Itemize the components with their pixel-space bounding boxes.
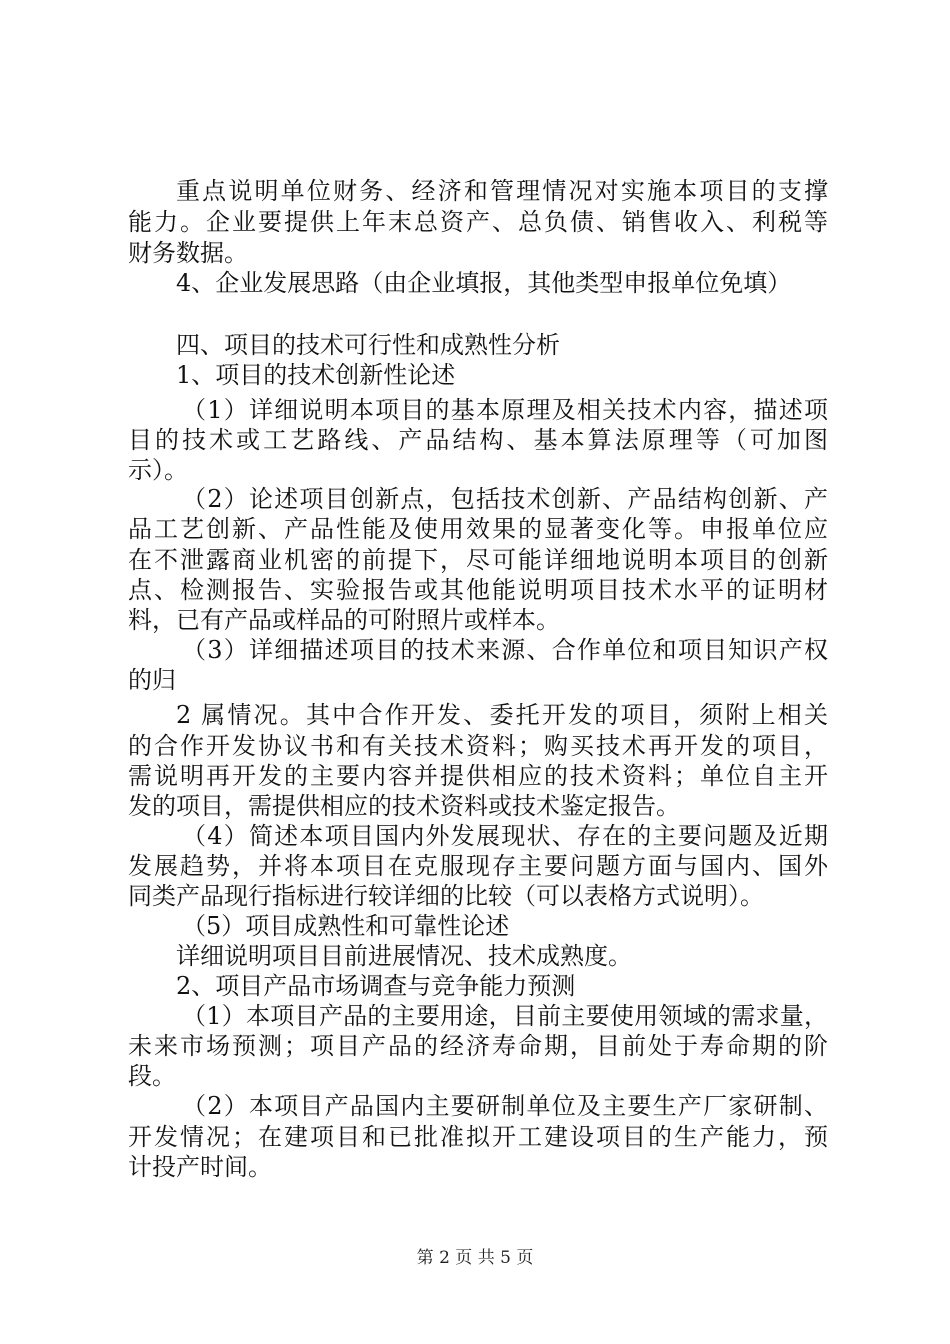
paragraph-line: 的归 xyxy=(128,666,176,694)
paragraph-line: 2 属情况。其中合作开发、委托开发的项目，须附上相关 xyxy=(176,701,828,729)
paragraph-line: 品工艺创新、产品性能及使用效果的显著变化等。申报单位应 xyxy=(128,515,828,543)
subsection-heading: 1、项目的技术创新性论述 xyxy=(176,361,456,389)
paragraph-line: 段。 xyxy=(128,1062,176,1090)
paragraph-line: 4、企业发展思路（由企业填报，其他类型申报单位免填） xyxy=(176,269,792,297)
paragraph-line: 详细说明项目目前进展情况、技术成熟度。 xyxy=(176,942,632,970)
paragraph-line: （3）详细描述项目的技术来源、合作单位和项目知识产权 xyxy=(182,636,828,664)
paragraph-line: 能力。企业要提供上年末总资产、总负债、销售收入、利税等 xyxy=(128,208,828,236)
paragraph-line: （2）论述项目创新点，包括技术创新、产品结构创新、产 xyxy=(182,485,828,513)
paragraph-line: 发展趋势，并将本项目在克服现存主要问题方面与国内、国外 xyxy=(128,852,828,880)
paragraph-line: （4）简述本项目国内外发展现状、存在的主要问题及近期 xyxy=(182,822,828,850)
paragraph-line: 计投产时间。 xyxy=(128,1153,272,1181)
page-number-footer: 第 2 页 共 5 页 xyxy=(416,1248,534,1268)
paragraph-line: 点、检测报告、实验报告或其他能说明项目技术水平的证明材 xyxy=(128,576,828,604)
paragraph-line: 料，已有产品或样品的可附照片或样本。 xyxy=(128,606,560,634)
paragraph-line: 财务数据。 xyxy=(128,239,248,267)
paragraph-line: （2）本项目产品国内主要研制单位及主要生产厂家研制、 xyxy=(182,1092,828,1120)
paragraph-line: 目的技术或工艺路线、产品结构、基本算法原理等（可加图 xyxy=(128,426,828,454)
paragraph-line: 在不泄露商业机密的前提下，尽可能详细地说明本项目的创新 xyxy=(128,546,828,574)
paragraph-line: （1）详细说明本项目的基本原理及相关技术内容，描述项 xyxy=(182,396,828,424)
paragraph-line: 的合作开发协议书和有关技术资料；购买技术再开发的项目， xyxy=(128,732,828,760)
paragraph-line: 开发情况；在建项目和已批准拟开工建设项目的生产能力，预 xyxy=(128,1123,828,1151)
paragraph-line: 需说明再开发的主要内容并提供相应的技术资料；单位自主开 xyxy=(128,762,828,790)
section-heading: 四、项目的技术可行性和成熟性分析 xyxy=(176,331,560,359)
subsection-heading: 2、项目产品市场调查与竞争能力预测 xyxy=(176,972,576,1000)
paragraph-line: 重点说明单位财务、经济和管理情况对实施本项目的支撑 xyxy=(176,177,828,205)
paragraph-line: （1）本项目产品的主要用途，目前主要使用领域的需求量， xyxy=(182,1002,828,1030)
paragraph-line: 同类产品现行指标进行较详细的比较（可以表格方式说明）。 xyxy=(128,882,764,910)
paragraph-line: 示）。 xyxy=(128,456,188,484)
subsection-heading: （5）项目成熟性和可靠性论述 xyxy=(182,912,510,940)
paragraph-line: 未来市场预测；项目产品的经济寿命期，目前处于寿命期的阶 xyxy=(128,1032,828,1060)
paragraph-line: 发的项目，需提供相应的技术资料或技术鉴定报告。 xyxy=(128,792,680,820)
